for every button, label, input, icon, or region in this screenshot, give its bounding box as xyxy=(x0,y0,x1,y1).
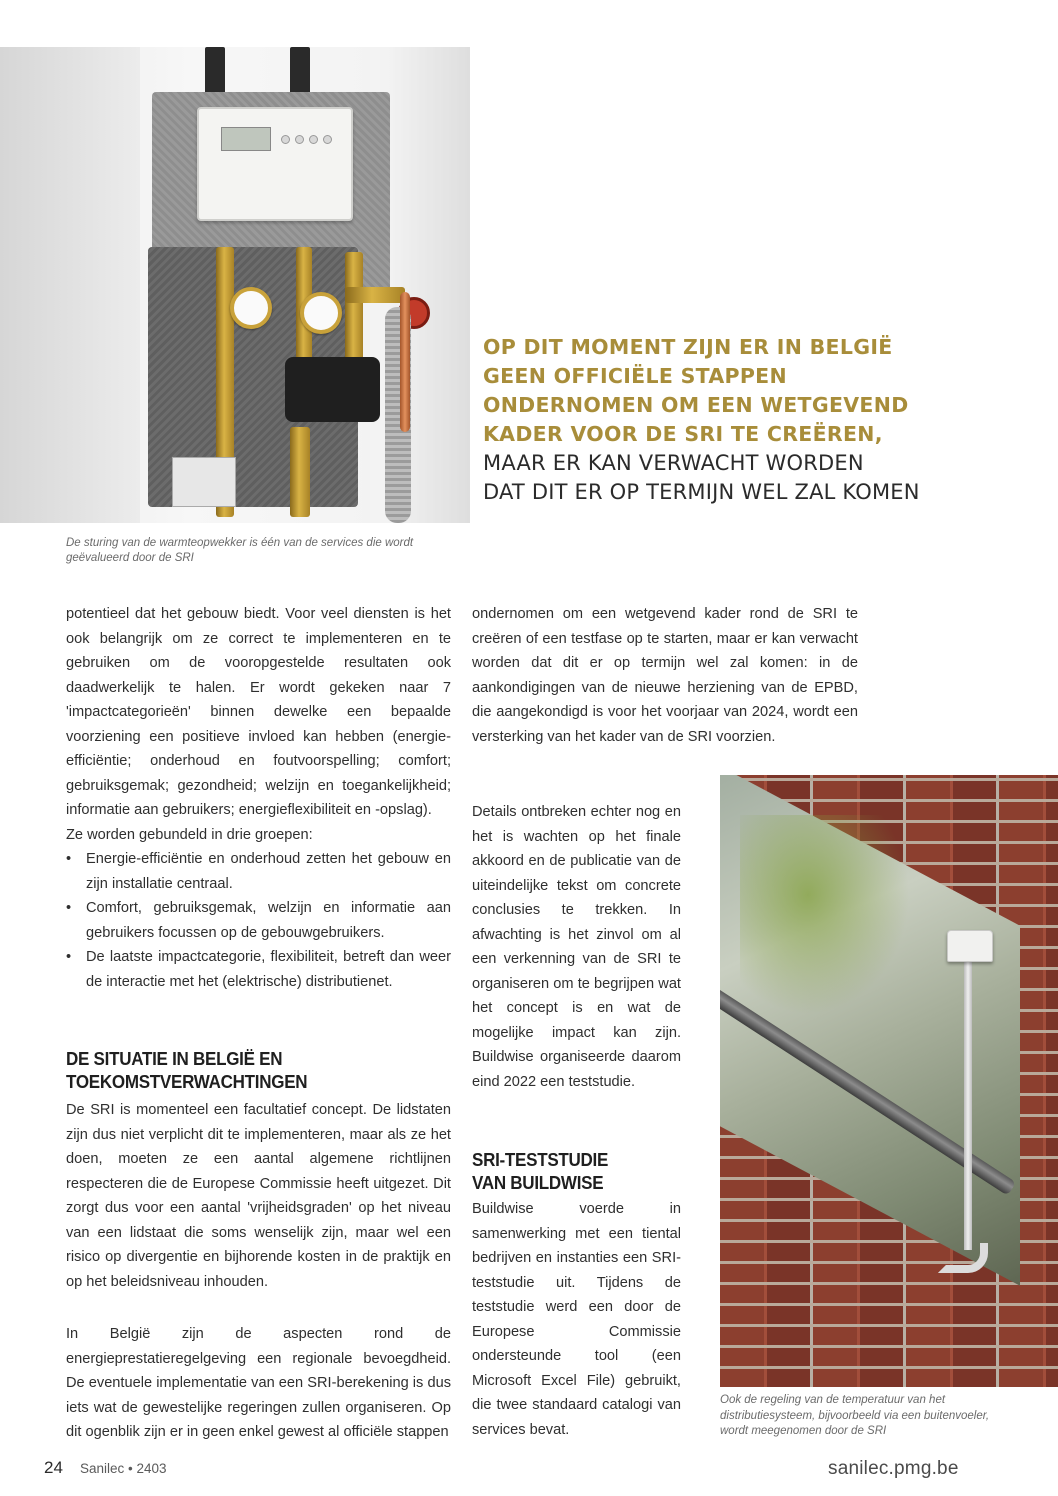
quote-highlight-line: KADER VOOR DE SRI TE CREËREN, xyxy=(483,422,883,446)
bullet-list xyxy=(66,847,451,994)
quote-plain-line: DAT DIT ER OP TERMIJN WEL ZAL KOMEN xyxy=(483,480,920,504)
column-2-details xyxy=(472,800,681,1094)
page-number: 24 xyxy=(44,1458,63,1477)
pull-quote xyxy=(483,333,1023,507)
section-heading-teststudie xyxy=(472,1148,608,1194)
heading-line: VAN BUILDWISE xyxy=(472,1172,604,1193)
body-paragraph: Details ontbreken echter nog en het is wachten op het finale akkoord en de publicatie van de uiteindelijke tekst om concrete conclusies te trekken. In afwachting is het zinvol om al een verkenning van de SRI te organiseren om te begrijpen wat het concept is en wat de mogelijke impact kan zijn. Buildwise organiseerde daarom eind 2022 een teststudie. xyxy=(472,804,681,1090)
water-heater-photo xyxy=(0,47,470,523)
column-2-intro xyxy=(472,602,858,749)
body-paragraph: Ze worden gebundeld in drie groepen: xyxy=(66,826,313,843)
list-item: • Comfort, gebruiksgemak, welzijn en informatie aan gebruikers focussen op de gebouwgebruikers. xyxy=(66,896,451,945)
body-paragraph: potentieel dat het gebouw biedt. Voor veel diensten is het ook belangrijk om ze correct te implementeren en te gebruiken om de vooropgestelde resultaten ook daadwerkelijk te halen. Er wordt gekeken naar 7 'impactcategorieën' binnen dewelke een bepaalde voorziening een positieve invloed kan hebben (energie-efficiëntie; onderhoud en foutvoorspelling; comfort; gebruiksgemak; gezondheid; welzijn en toegankelijkheid; informatie aan gebruikers; energieflexibiliteit en -opslag). xyxy=(66,606,451,818)
column-1-intro xyxy=(66,602,451,994)
column-1-section xyxy=(66,1098,451,1294)
quote-plain-line: MAAR ER KAN VERWACHT WORDEN xyxy=(483,451,864,475)
magazine-issue: Sanilec • 2403 xyxy=(80,1461,167,1476)
body-paragraph: ondernomen om een wetgevend kader rond de SRI te creëren of een testfase op te starten, maar er kan verwacht worden dat dit er op termijn wel zal komen: in de aankondigingen van de nieuwe herziening van de EPBD, die aangekondigd is voor het voorjaar van 2024, wordt een versterking van het kader van de SRI voorzien. xyxy=(472,606,858,745)
list-item: • Energie-efficiëntie en onderhoud zetten het gebouw en zijn installatie centraal. xyxy=(66,847,451,896)
body-paragraph: De SRI is momenteel een facultatief concept. De lidstaten zijn dus niet verplicht dit te implementeren, maar als ze het doen, moeten ze een aantal algemene richtlijnen respecteren die de Europese Commissie heeft uitgezet. Dit zorgt dus voor een aantal 'vrijheidsgraden' op het niveau van een lidstaat die soms wenselijk zijn, maar wel een risico op divergentie en bijhorende kosten in de praktijk en op het beleidsniveau inhouden. xyxy=(66,1102,451,1290)
section-heading-belgium xyxy=(66,1047,307,1093)
bottom-photo-caption: Ook de regeling van de temperatuur van het distributiesysteem, bijvoorbeeld via een buitenvoeler, wordt meegenomen door de SRI xyxy=(720,1394,990,1437)
heading-line: SRI-TESTSTUDIE xyxy=(472,1149,609,1170)
body-paragraph: Buildwise voerde in samenwerking met een tiental bedrijven en instanties een SRI-teststudie uit. Tijdens de teststudie werd een door de Europese Commissie ondersteunde tool (een Microsoft Excel File) gebruikt, die twee standaard catalogi van services bevat. xyxy=(472,1201,681,1438)
heading-line: TOEKOMSTVERWACHTINGEN xyxy=(66,1071,308,1092)
quote-highlight-line: OP DIT MOMENT ZIJN ER IN BELGIË xyxy=(483,335,893,359)
top-photo-caption: De sturing van de warmteopwekker is één van de services die wordt geëvalueerd door de SRI xyxy=(66,537,414,564)
quote-highlight-line: ONDERNOMEN OM EEN WETGEVEND xyxy=(483,393,909,417)
quote-highlight-line: GEEN OFFICIËLE STAPPEN xyxy=(483,364,787,388)
column-1-closing xyxy=(66,1322,451,1445)
outdoor-sensor xyxy=(947,930,993,962)
list-item: • De laatste impactcategorie, flexibiliteit, betreft dan weer de interactie met het (elektrische) distributienet. xyxy=(66,945,451,994)
body-paragraph: In België zijn de aspecten rond de energieprestatieregelgeving een regionale bevoegdheid. De eventuele implementatie van een SRI-berekening is dus iets wat de gewestelijke regeringen zullen organiseren. Op dit ogenblik zijn er in geen enkel gewest al officiële stappen xyxy=(66,1326,451,1440)
column-2-teststudie xyxy=(472,1197,681,1442)
controller-unit xyxy=(197,107,353,221)
website-url: sanilec.pmg.be xyxy=(828,1458,959,1479)
heading-line: DE SITUATIE IN BELGIË EN xyxy=(66,1048,283,1069)
outdoor-sensor-photo xyxy=(720,775,1058,1387)
